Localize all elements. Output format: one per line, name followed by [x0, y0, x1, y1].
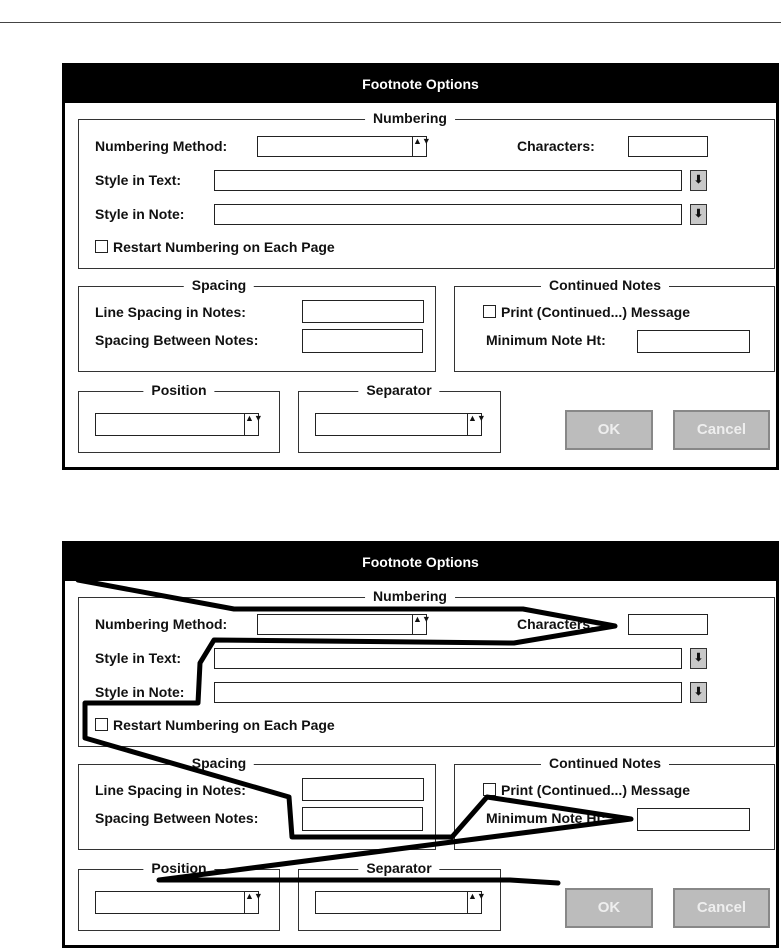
tab-order-path: [78, 580, 631, 883]
style-in-note-label: Style in Note:: [95, 684, 185, 700]
style-in-text-dropdown-icon[interactable]: ⬇: [690, 648, 707, 669]
ok-button[interactable]: OK: [565, 888, 653, 928]
spinner-arrows-icon[interactable]: ▲▼: [412, 615, 426, 634]
spinner-arrows-icon[interactable]: ▲▼: [467, 414, 481, 435]
cancel-button[interactable]: Cancel: [673, 410, 770, 450]
spacing-between-label: Spacing Between Notes:: [95, 332, 259, 348]
continued-notes-group-label: Continued Notes: [541, 755, 669, 771]
style-in-text-label: Style in Text:: [95, 650, 182, 666]
position-group-label: Position: [143, 860, 214, 876]
spinner-arrows-icon[interactable]: ▲▼: [244, 414, 258, 435]
style-in-text-dropdown-icon[interactable]: ⬇: [690, 170, 707, 191]
ok-button[interactable]: OK: [565, 410, 653, 450]
dialog-title: Footnote Options: [362, 554, 479, 570]
line-spacing-label: Line Spacing in Notes:: [95, 782, 246, 798]
style-in-note-label: Style in Note:: [95, 206, 185, 222]
spacing-between-label: Spacing Between Notes:: [95, 810, 259, 826]
separator-group-label: Separator: [358, 860, 439, 876]
cancel-button[interactable]: Cancel: [673, 888, 770, 928]
numbering-group-label: Numbering: [365, 588, 455, 604]
separator-group-label: Separator: [358, 382, 439, 398]
spacing-group-label: Spacing: [184, 755, 254, 771]
numbering-group-label: Numbering: [365, 110, 455, 126]
restart-numbering-label: Restart Numbering on Each Page: [113, 239, 335, 255]
minimum-note-height-label: Minimum Note Ht:: [486, 332, 606, 348]
numbering-method-label: Numbering Method:: [95, 616, 228, 632]
spinner-arrows-icon[interactable]: ▲▼: [467, 892, 481, 913]
line-spacing-label: Line Spacing in Notes:: [95, 304, 246, 320]
style-in-note-dropdown-icon[interactable]: ⬇: [690, 682, 707, 703]
style-in-note-dropdown-icon[interactable]: ⬇: [690, 204, 707, 225]
spacing-group-label: Spacing: [184, 277, 254, 293]
numbering-method-label: Numbering Method:: [95, 138, 228, 154]
dialog-title: Footnote Options: [362, 76, 479, 92]
style-in-text-label: Style in Text:: [95, 172, 182, 188]
spinner-arrows-icon[interactable]: ▲▼: [244, 892, 258, 913]
characters-label: Characters:: [517, 138, 595, 154]
print-continued-label: Print (Continued...) Message: [501, 304, 691, 320]
position-group-label: Position: [143, 382, 214, 398]
continued-notes-group-label: Continued Notes: [541, 277, 669, 293]
spinner-arrows-icon[interactable]: ▲▼: [412, 137, 426, 156]
restart-numbering-label: Restart Numbering on Each Page: [113, 717, 335, 733]
characters-label: Characters:: [517, 616, 595, 632]
print-continued-label: Print (Continued...) Message: [501, 782, 691, 798]
minimum-note-height-label: Minimum Note Ht:: [486, 810, 606, 826]
